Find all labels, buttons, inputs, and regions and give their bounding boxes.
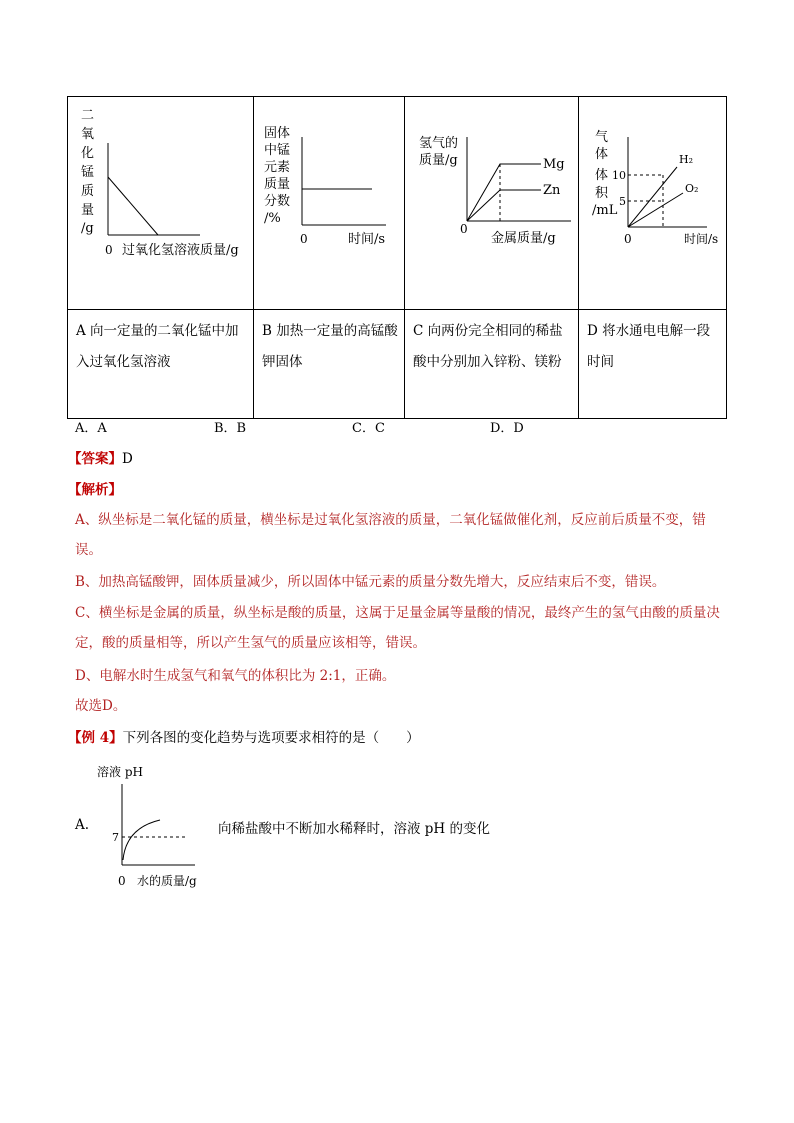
- example4-option-a-text: 向稀盐酸中不断加水稀释时，溶液 pH 的变化: [218, 821, 490, 837]
- graph-c-series-zn: Zn: [543, 183, 561, 198]
- example4-stem: 下列各图的变化趋势与选项要求相符的是（ ）: [122, 730, 420, 746]
- graph-a-ylabel-4: 质: [81, 184, 95, 199]
- option-c: C．C: [352, 421, 385, 436]
- graph-d-o2-line: [628, 193, 683, 227]
- graph-d-series-o2: O₂: [685, 182, 699, 195]
- graph-a-line: [108, 177, 158, 235]
- graph-b-ylabel-0: 固体: [264, 126, 291, 141]
- graph-a-xlabel: 过氧化氢溶液质量/g: [122, 243, 239, 258]
- graph-b-ylabel-3: 质量: [264, 177, 291, 192]
- graph-b-cell: [254, 97, 405, 310]
- description-d: D 将水通电电解一段时间: [579, 310, 727, 419]
- graph-b: [254, 97, 405, 305]
- option-d: D．D: [490, 421, 524, 436]
- graph-d-ylabel-2: 体: [595, 168, 609, 183]
- graph-b-origin: 0: [300, 232, 308, 246]
- graph-d-h2-line: [628, 167, 677, 227]
- graph-a-ylabel-3: 锰: [81, 165, 95, 180]
- graph-d-ylabel-3: 积: [595, 186, 609, 201]
- analysis-c: C、横坐标是金属的质量，纵坐标是酸的质量，这属于足量金属等量酸的情况，最终产生的氢气由酸的质量决定，酸的质量相等，所以产生氢气的质量应该相等，错误。: [75, 605, 720, 651]
- example4-xlabel: 水的质量/g: [137, 874, 197, 888]
- graph-a: [68, 97, 254, 305]
- graph-b-ylabel-2: 元素: [264, 160, 291, 175]
- graph-d-ylabel-4: /mL: [592, 203, 618, 218]
- graph-a-ylabel-6: /g: [81, 221, 94, 236]
- graph-a-ylabel-0: 二: [81, 108, 95, 123]
- example4-stem-line: [68, 726, 420, 746]
- graph-d-series-h2: H₂: [679, 153, 694, 166]
- description-b: B 加热一定量的高锰酸钾固体: [254, 310, 405, 419]
- graph-d-tick-10: 10: [612, 169, 626, 182]
- example4-tag: 【例 4】: [68, 730, 123, 746]
- graph-c-ylabel-1: 质量/g: [419, 153, 458, 168]
- graph-b-ylabel-5: /%: [264, 211, 281, 226]
- answer-value: D: [122, 451, 133, 467]
- graph-a-origin: 0: [105, 243, 113, 257]
- analysis-tag: 【解析】: [68, 482, 122, 498]
- graph-a-ylabel-5: 量: [81, 203, 95, 218]
- graph-c-series-mg: Mg: [543, 157, 565, 172]
- example4-curve: [123, 820, 160, 860]
- description-a: A 向一定量的二氧化锰中加入过氧化氢溶液: [68, 310, 254, 419]
- analysis-conclusion: 故选D。: [75, 698, 127, 714]
- graph-c-origin: 0: [460, 222, 468, 236]
- graph-c-ylabel-0: 氢气的: [419, 136, 459, 151]
- graph-d: [579, 97, 727, 305]
- example4-origin: 0: [118, 874, 126, 888]
- graph-a-cell: [68, 97, 254, 310]
- example4-ylabel: 溶液 pH: [97, 765, 143, 779]
- question-table: [67, 96, 727, 419]
- option-a: A．A: [75, 421, 107, 436]
- graph-c: [405, 97, 579, 305]
- graph-b-xlabel: 时间/s: [348, 232, 386, 247]
- example4-option-a-label: A.: [75, 817, 90, 833]
- graph-d-cell: [579, 97, 727, 310]
- graph-a-ylabel-1: 氧: [81, 127, 95, 142]
- graph-d-xlabel: 时间/s: [684, 232, 719, 246]
- analysis-b: B、加热高锰酸钾，固体质量减少，所以固体中锰元素的质量分数先增大，反应结束后不变，错误。: [75, 574, 666, 590]
- graph-d-origin: 0: [624, 232, 632, 246]
- graph-c-cell: [405, 97, 579, 310]
- analysis-d: D、电解水时生成氢气和氧气的体积比为 2:1，正确。: [75, 668, 396, 684]
- option-b: B．B: [214, 421, 247, 436]
- example4-tick-7: 7: [112, 831, 119, 844]
- description-c: C 向两份完全相同的稀盐酸中分别加入锌粉、镁粉: [405, 310, 579, 419]
- example4-graph-a: [70, 760, 220, 895]
- graph-d-ylabel-1: 体: [595, 147, 609, 162]
- answer-tag: 【答案】: [68, 451, 122, 467]
- graph-b-ylabel-4: 分数: [264, 194, 291, 209]
- graph-c-xlabel: 金属质量/g: [491, 231, 556, 246]
- graph-c-zn-line: [467, 190, 541, 221]
- graph-a-ylabel-2: 化: [81, 146, 95, 161]
- graph-d-tick-5: 5: [619, 195, 626, 208]
- graph-c-mg-line: [467, 164, 541, 221]
- analysis-a: A、纵坐标是二氧化锰的质量，横坐标是过氧化氢溶液的质量，二氧化锰做催化剂，反应前后质量不变，错误。: [75, 512, 706, 558]
- graph-b-ylabel-1: 中锰: [264, 143, 291, 158]
- graph-d-ylabel-0: 气: [595, 130, 609, 145]
- answer-line: [68, 447, 133, 467]
- analysis-heading: [68, 478, 122, 498]
